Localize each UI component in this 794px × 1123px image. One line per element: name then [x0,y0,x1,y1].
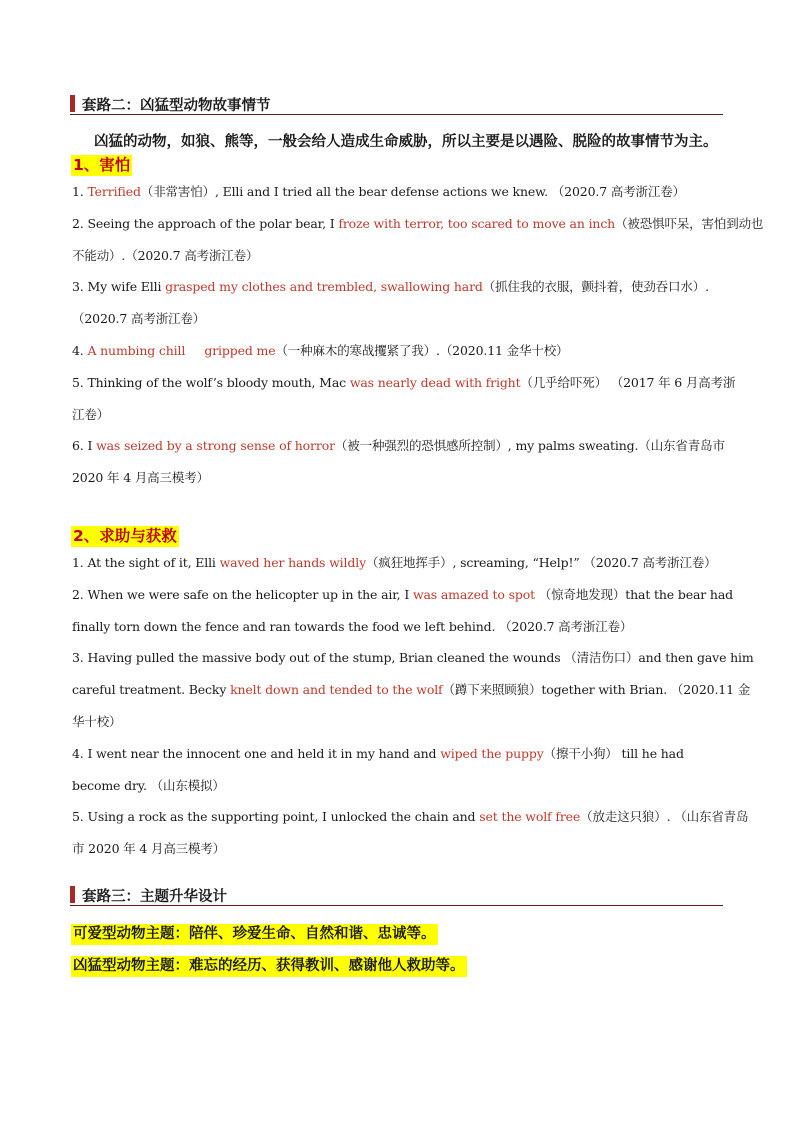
subheading-rescue: 2、求助与获救 [73,527,177,545]
fear-item-6: 6. I was seized by a strong sense of horror（被一种强烈的恐惧感所控制）, my palms sweating.（山东省青岛市 2020 年 4 月高三模考） [72,438,725,485]
intro-paragraph: 凶猛的动物，如狼、熊等，一般会给人造成生命威胁，所以主要是以遇险、脱险的故事情节为主。 [94,134,718,150]
theme-fierce-animals: 凶猛型动物主题：难忘的经历、获得教训、感谢他人救助等。 [71,956,467,977]
key-phrase: froze with terror, too scared to move an inch [338,216,616,231]
key-phrase: Terrified [87,184,141,199]
fear-item-3: 3. My wife Elli grasped my clothes and trembled, swallowing hard（抓住我的衣服，颤抖着，使劲吞口水）. （2020.7 高考浙江卷） [72,279,709,326]
rescue-item-2: 2. When we were safe on the helicopter up in the air, I was amazed to spot （惊奇地发现）that the bear had finally torn down the fence and ran towards the food we left behind. （2020.7 高考浙江卷） [72,587,733,634]
section-title: 套路二：凶猛型动物故事情节 [82,98,271,114]
fear-item-2: 2. Seeing the approach of the polar bear, I froze with terror, too scared to move an inch（被恐惧吓呆，害怕到动也 不能动）.（2020.7 高考浙江卷） [72,216,764,263]
key-phrase: knelt down and tended to the wolf [230,682,443,697]
rescue-item-3: 3. Having pulled the massive body out of the stump, Brian cleaned the wounds （清洁伤口）and then gave him careful treatment. Becky knelt down and tended to the wolf（蹲下来照顾狼）together with Brian. （2020.11 金 华十校） [72,650,754,729]
rescue-item-1: 1. At the sight of it, Elli waved her hands wildly（疯狂地挥手）, screaming, “Help!” （2020.7 高考浙江卷） [72,555,717,570]
key-phrase: A numbing chill gripped me [87,343,276,358]
fear-item-4: 4. A numbing chill gripped me（一种麻木的寒战攫紧了我）.（2020.11 金华十校） [72,343,569,358]
theme-cute-animals: 可爱型动物主题：陪伴、珍爱生命、自然和谐、忠诚等。 [71,924,438,945]
section-title: 套路三：主题升华设计 [82,889,227,905]
subheading-fear: 1、害怕 [73,156,131,174]
section-marker [70,886,75,903]
section-heading-3 [70,883,723,906]
rescue-item-4: 4. I went near the innocent one and held it in my hand and wiped the puppy（擦干小狗） till he had become dry. （山东模拟） [72,746,684,793]
key-phrase: set the wolf free [479,809,581,824]
section-heading-2 [70,92,723,115]
key-phrase: waved her hands wildly [219,555,366,570]
key-phrase: grasped my clothes and trembled, swallowing hard [165,279,483,294]
rescue-item-5: 5. Using a rock as the supporting point, I unlocked the chain and set the wolf free（放走这只狼）. （山东省青岛 市 2020 年 4 月高三模考） [72,809,749,856]
fear-item-5: 5. Thinking of the wolf’s bloody mouth, Mac was nearly dead with fright（几乎给吓死） （2017 年 6 月高考浙 江卷） [72,375,736,422]
key-phrase: was nearly dead with fright [349,375,521,390]
key-phrase: wiped the puppy [440,746,544,761]
fear-item-1: 1. Terrified（非常害怕）, Elli and I tried all the bear defense actions we knew. （2020.7 高考浙江卷） [72,184,685,199]
section-marker [70,95,75,112]
key-phrase: was seized by a strong sense of horror [96,438,335,453]
key-phrase: was amazed to spot [412,587,535,602]
